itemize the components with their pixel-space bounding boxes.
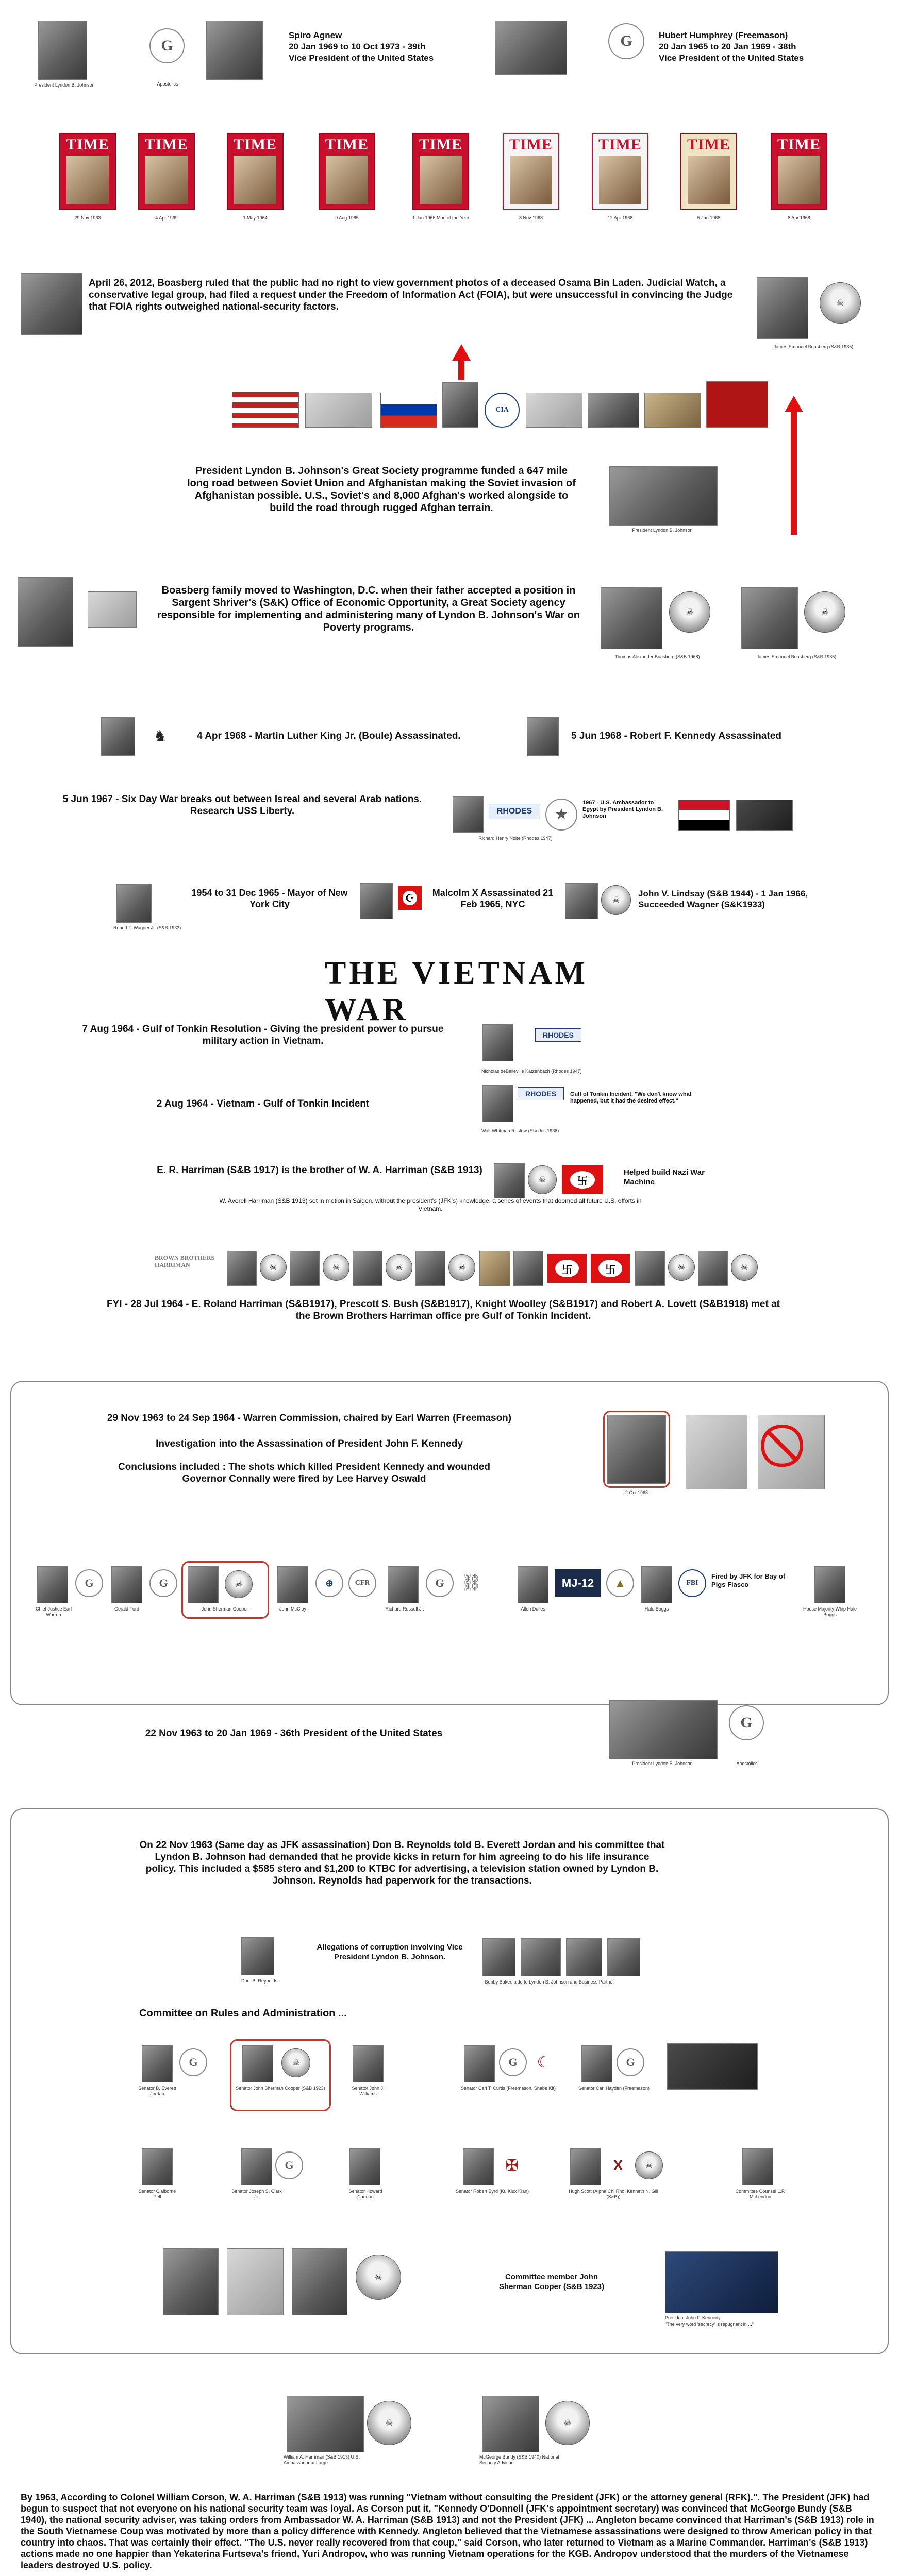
member-caption-6: Senator Carl Hayden (Freemason): [578, 2086, 650, 2091]
fired-text: Fired by JFK for Bay of Pigs Fiasco: [711, 1572, 786, 1588]
skull-bones-icon-4: ☠: [601, 885, 631, 915]
no-symbol-icon: [768, 1421, 814, 1467]
freemason-compass-icon-8: G: [275, 2151, 303, 2179]
skull-bones-icon-8: ☠: [386, 1254, 412, 1281]
kennedys-photo: [686, 1415, 747, 1489]
baker-portrait: [482, 1938, 515, 1976]
boasberg-caption: James Emanuel Boasberg (S&B 1985): [773, 344, 854, 349]
time-cover-9: TIME: [771, 133, 827, 210]
apostolics-caption: Apostolics: [157, 81, 178, 87]
williams-portrait: [353, 2045, 384, 2082]
warren-portrait: [37, 1566, 68, 1603]
skull-bones-icon-2: ☠: [669, 591, 710, 633]
caption-dulles: Allen Dulles: [521, 1606, 545, 1612]
fbi-seal-icon: FBI: [678, 1569, 706, 1597]
bin-laden-photo: [21, 273, 82, 335]
pell-portrait: [142, 2148, 173, 2185]
six-day-war-text: 5 Jun 1967 - Six Day War breaks out between Isreal and several Arab nations. Research USS Liberty.: [62, 794, 422, 817]
member-caption-9: Senator Howard Cannon: [348, 2189, 382, 2199]
presidency-text: 22 Nov 1963 to 20 Jan 1969 - 36th President of the United States: [145, 1728, 443, 1739]
reynolds-date: On 22 Nov 1963 (Same day as JFK assassination): [139, 1840, 370, 1851]
bbh-photo-6: [635, 1251, 665, 1286]
red-arrow-shaft-right: [791, 411, 797, 535]
time-cover-1-date: 29 Nov 1963: [74, 215, 101, 221]
russia-flag-icon: [380, 393, 437, 428]
red-arrow-shaft: [458, 360, 464, 380]
boasberg-portrait: [757, 277, 808, 339]
lindsay-portrait: [565, 883, 598, 919]
caption-ford: Gerald Ford: [114, 1606, 140, 1612]
time-cover-3: TIME: [227, 133, 284, 210]
member-caption-12: Committee Counsel L.P. McLendon: [735, 2189, 786, 2199]
mlk-portrait: [101, 717, 135, 756]
skull-bones-icon-9: ☠: [448, 1254, 475, 1281]
cia-seal-icon: CIA: [485, 393, 520, 428]
mclendon-portrait: [742, 2148, 773, 2185]
wagner-text: 1954 to 31 Dec 1965 - Mayor of New York City: [191, 888, 348, 909]
caption-warren: Chief Justice Earl Warren: [35, 1606, 72, 1617]
warren-conclusions: Conclusions included : The shots which killed President Kennedy and wounded Governor Connally were fired by Lee Harvey Oswald: [118, 1462, 491, 1484]
time-cover-7: TIME: [592, 133, 648, 210]
great-society-text: President Lyndon B. Johnson's Great Society programme funded a 647 mile long road between Soviet Union and Afghanistan making the Soviet invasion of Afghanistan possible. U.S., Soviet's and 8,000 Afghan's worked alongside to build the road through rugged Afghan terrain.: [187, 465, 576, 514]
nolte-portrait: [453, 796, 484, 833]
shrine-emblem-icon: ☾: [537, 2054, 551, 2071]
nolte-caption: Richard Henry Nolte (Rhodes 1947): [478, 836, 553, 841]
time-cover-4: TIME: [319, 133, 375, 210]
time-cover-2: TIME: [138, 133, 195, 210]
freemason-compass-icon-5: G: [179, 2048, 207, 2076]
member-caption-4: Senator Carl T. Curtis (Freemason, Shabe Kit): [461, 2086, 556, 2091]
bin-laden-small-photo: [442, 382, 478, 428]
skull-bones-icon-16: ☠: [367, 2401, 411, 2445]
katzenbach-portrait: [482, 1024, 513, 1061]
skull-bones-icon: ☠: [820, 282, 861, 324]
swastika-icon: 卐: [562, 1165, 603, 1194]
bundy-portrait: [482, 2396, 539, 2452]
bbh-photo-4: [415, 1251, 445, 1286]
skull-bones-icon-12: ☠: [225, 1570, 253, 1598]
afghan-road-photo: [644, 393, 701, 428]
brown-brothers-logo: BROWN BROTHERS HARRIMAN: [155, 1254, 215, 1268]
great-society-caption: President Lyndon B. Johnson: [632, 528, 693, 533]
afghan-book-photo: [706, 381, 768, 428]
mlk-assassination-text: 4 Apr 1968 - Martin Luther King Jr. (Boule) Assassinated.: [197, 731, 461, 741]
mj12-logo: MJ-12: [555, 1569, 601, 1597]
tonkin-resolution-text: 7 Aug 1964 - Gulf of Tonkin Resolution - Giving the president power to pursue military action in Vietnam.: [82, 1024, 444, 1046]
shriver-portrait: [18, 577, 73, 647]
member-caption-11: Hugh Scott (Alpha Chi Rho, Kenneth N. Gill (S&B)): [569, 2189, 658, 2199]
time-cover-2-date: 4 Apr 1969: [155, 215, 178, 221]
time-cover-4-date: 9 Aug 1965: [335, 215, 359, 221]
humphrey-portrait: [495, 21, 567, 75]
time-cover-5-date: 1 Jan 1965 Man of the Year: [412, 215, 470, 221]
pyramid-seal-icon: ▲: [606, 1569, 634, 1597]
skull-bones-icon-17: ☠: [545, 2401, 590, 2445]
malcolm-x-text: Malcolm X Assassinated 21 Feb 1965, NYC: [432, 888, 554, 909]
wagner-caption: Robert F. Wagner Jr. (S&B 1933): [113, 925, 181, 930]
rostow-portrait: [482, 1085, 513, 1122]
red-arrow-icon-right: [785, 396, 803, 412]
hayden-portrait: [581, 2045, 612, 2082]
bbh-photo-2: [290, 1251, 320, 1286]
byrd-portrait: [463, 2148, 494, 2185]
soldiers-photo: [526, 393, 582, 428]
member-caption-8: Senator Joseph S. Clark Jr.: [231, 2189, 282, 2199]
reynolds-text: [139, 1839, 665, 1887]
freemason-compass-icon-6: G: [499, 2048, 527, 2076]
katzenbach-caption: Nicholas deBelleville Katzenbach (Rhodes 1947): [481, 1069, 582, 1074]
boasberg-text: April 26, 2012, Boasberg ruled that the public had no right to view government photos of a deceased Osama Bin Laden. Judicial Watch, a conservative legal group, had filed a request under the Freedom of Information Act (FOIA), but were unsuccessful in convincing the Judge that FOIA rights outweighed national-security factors.: [89, 278, 733, 312]
time-cover-5: TIME: [412, 133, 469, 210]
harriman-small-text: W. Averell Harriman (S&B 1913) set in motion in Saigon, without the president's (JFK's) knowledge, a series of events that doomed all future U.S. efforts in Vietnam.: [219, 1197, 642, 1212]
e-r-harriman-portrait: [494, 1163, 525, 1198]
agnew-title: Spiro Agnew: [289, 30, 342, 40]
jfk-portrait: [665, 2251, 778, 2313]
thomas-boasberg-caption: Thomas Alexander Boasberg (S&B 1968): [614, 654, 700, 659]
tonkin-quote-text: Gulf of Tonkin Incident, "We don't know what happened, but it had the desired effect.": [570, 1091, 692, 1104]
nation-of-islam-icon: ☪: [398, 886, 422, 910]
scott-portrait: [570, 2148, 601, 2185]
wagner-portrait: [116, 884, 152, 923]
jfk-cover-photo: [607, 1415, 666, 1484]
mccloy-portrait: [277, 1566, 308, 1603]
committee-title: Committee on Rules and Administration ...: [139, 2008, 347, 2019]
rfk-assassination-text: 5 Jun 1968 - Robert F. Kennedy Assassinated: [571, 731, 781, 741]
skull-bones-icon-3: ☠: [804, 591, 845, 633]
warren-subtitle: Investigation into the Assassination of President John F. Kennedy: [156, 1438, 463, 1449]
swastika-icon-3: 卐: [591, 1254, 630, 1283]
tonkin-incident-text: 2 Aug 1964 - Vietnam - Gulf of Tonkin Incident: [156, 1098, 370, 1109]
bbh-photo-7: [698, 1251, 728, 1286]
baker-lbj-photo: [521, 1938, 561, 1976]
corson-text: By 1963, According to Colonel William Corson, W. A. Harriman (S&B 1913) was running "Vietnam without consulting the President (JFK) or the attorney general (RFK).". The President (JFK) had begun to suspect that not everyone on his national security team was loyal. As Corson put it, "Kennedy O'Donnell (JFK's appointment secretary) was convinced that McGeorge Bundy (S&B 1940), the national security adviser, was taking orders from Ambassador W. A. Harriman (S&B 1913) and not the President (JFK) ... Angleton became convinced that Harriman's (S&B 1913) role in the South Vietnamese Coup was motivated by more than a policy difference with Kennedy. Angleton believed that the Vietnamese assassinations were designed to throw American policy in that country into chaos. That was certainly their effect. "The U.S. never really recovered from that coup," said Corson, who later returned to Vietnam as a Marine Commander. Harriman's (S&B 1913) actions made no one happier than Yekaterina Furtseva's friend, Yuri Andropov, who was running Vietnam operations for the KGB. Andropov understood that the murders of the Vietnamese leaders destroyed U.S. policy.: [21, 2492, 874, 2570]
time-cover-9-date: 8 Apr 1968: [788, 215, 810, 221]
james-boasberg-portrait-2: [741, 587, 798, 649]
hoover-portrait: [814, 1566, 845, 1603]
warren-date: 2 Oct 1968: [625, 1490, 648, 1495]
apostolics-compass-icon: G: [149, 28, 185, 63]
cooper-portrait-3: [163, 2248, 219, 2315]
curtis-portrait: [464, 2045, 495, 2082]
skull-bones-icon-11: ☠: [731, 1254, 758, 1281]
thomas-boasberg-portrait: [601, 587, 662, 649]
freemason-compass-icon-4: G: [426, 1569, 454, 1597]
uss-liberty-photo: [736, 800, 793, 831]
skull-bones-icon-13: ☠: [281, 2048, 310, 2077]
chain-icon: ⛓: [461, 1573, 482, 1591]
rhodes-logo-icon: RHODES: [489, 804, 540, 819]
caption-cooper: John Sherman Cooper: [201, 1606, 248, 1612]
jfk-quote: "The very word 'secrecy' is repugnant in ...": [665, 2321, 754, 2327]
jordan-portrait: [142, 2045, 173, 2082]
humphrey-role: Vice President of the United States: [659, 53, 804, 63]
money-photo: [479, 1251, 510, 1286]
cooper-portrait: [188, 1566, 219, 1603]
cannon-portrait: [349, 2148, 380, 2185]
james-boasberg-caption-2: James Emanuel Boasberg (S&B 1985): [756, 654, 837, 659]
committee-member-text: Committee member John Sherman Cooper (S&B 1923): [498, 2273, 605, 2291]
time-cover-6: TIME: [503, 133, 559, 210]
harriman-brothers-text: E. R. Harriman (S&B 1917) is the brother of W. A. Harriman (S&B 1913): [157, 1165, 482, 1176]
klan-photo: [667, 2043, 758, 2090]
harriman-portrait: [287, 2396, 364, 2452]
member-caption-2: Senator John Sherman Cooper (S&B 1923): [236, 2086, 325, 2091]
caption-boggs: Hale Boggs: [644, 1606, 669, 1612]
agnew-role: Vice President of the United States: [289, 53, 434, 63]
lindsay-text: John V. Lindsay (S&B 1944) - 1 Jan 1966, Succeeded Wagner (S&K1933): [638, 889, 808, 909]
freemason-compass-icon-2: G: [75, 1569, 103, 1597]
road-photo: [305, 393, 372, 428]
alpha-chi-rho-icon: Χ: [613, 2157, 623, 2173]
skull-bones-icon-7: ☠: [323, 1254, 349, 1281]
reynolds-body: Don B. Reynolds told B. Everett Jordan and his committee that Lyndon B. Johnson had demanded that he provide kicks in return for him agreeing to do his life insurance policy. This included a $585 stero and $1,200 to KTBC for advertising, a television station owned by Lyndon B. Johnson. Reynolds had paperwork for the transactions.: [145, 1840, 665, 1886]
freemason-compass-icon-3: G: [149, 1569, 177, 1597]
world-bank-seal-icon: ⊕: [315, 1569, 343, 1597]
baker-portrait-3: [607, 1938, 640, 1976]
time-cover-6-date: 8 Nov 1968: [519, 215, 543, 221]
time-cover-8-date: 5 Jan 1968: [697, 215, 721, 221]
bbh-photo-3: [353, 1251, 382, 1286]
freemason-compass-icon-7: G: [617, 2048, 644, 2076]
dulles-portrait: [518, 1566, 548, 1603]
lbj-caption: President Lyndon B. Johnson: [34, 82, 95, 88]
ford-portrait: [111, 1566, 142, 1603]
bbh-photo-1: [227, 1251, 257, 1286]
warren-title: 29 Nov 1963 to 24 Sep 1964 - Warren Commission, chaired by Earl Warren (Freemason): [107, 1413, 512, 1423]
presidency-apostolics: Apostolics: [736, 1761, 758, 1766]
lbj-portrait: [38, 21, 87, 80]
bundy-caption: McGeorge Bundy (S&B 1940) National Security Advisor: [479, 2454, 559, 2465]
klan-emblem-icon: ✠: [505, 2157, 519, 2174]
cooper-portrait-2: [242, 2045, 273, 2082]
us-flag-icon: [232, 392, 299, 428]
caption-russell: Richard Russell Jr.: [385, 1606, 424, 1612]
lbj-flag-photo: [609, 466, 718, 526]
egypt-flag-icon: [678, 800, 730, 831]
jfk-caption: President John F. Kennedy: [665, 2315, 721, 2320]
skull-bones-icon-10: ☠: [668, 1254, 695, 1281]
rfk-portrait: [527, 717, 559, 756]
time-cover-3-date: 1 May 1964: [243, 215, 268, 221]
swastika-icon-2: 卐: [547, 1254, 587, 1283]
rhodes-logo-icon-2: RHODES: [535, 1028, 581, 1042]
reynolds-caption: Don. B. Reynolds: [241, 1978, 278, 1984]
nazi-text: Helped build Nazi War Machine: [624, 1168, 705, 1187]
rhodes-logo-icon-3: RHODES: [518, 1087, 564, 1100]
reynolds-portrait: [241, 1937, 274, 1975]
skull-bones-icon-6: ☠: [260, 1254, 287, 1281]
lbj-oath-photo: [609, 1700, 718, 1759]
caption-hoover: House Majority Whip Hale Boggs: [803, 1606, 857, 1617]
skull-bones-icon-14: ☠: [635, 2151, 663, 2179]
agnew-term: 20 Jan 1969 to 10 Oct 1973 - 39th: [289, 42, 426, 52]
red-arrow-icon: [452, 344, 471, 361]
member-caption-3: Senator John J. Williams: [352, 2086, 385, 2096]
cfr-seal-icon: CFR: [348, 1569, 376, 1597]
time-cover-1: TIME: [59, 133, 116, 210]
cooper-group-photo: [227, 2248, 284, 2315]
apostolics-compass-icon-2: G: [729, 1705, 764, 1740]
boule-emblem-icon: ♞: [153, 727, 168, 745]
time-cover-8: TIME: [680, 133, 737, 210]
eagle-seal-icon: ★: [545, 799, 577, 831]
harriman-caption: William A. Harriman (S&B 1913) U.S. Ambassador at Large: [284, 2454, 360, 2465]
freemason-compass-icon: G: [608, 23, 644, 59]
skull-bones-icon-15: ☠: [356, 2255, 401, 2300]
warren-commission-frame: [10, 1381, 889, 1705]
member-caption-1: Senator B. Everett Jordan: [138, 2086, 176, 2096]
time-cover-7-date: 12 Apr 1968: [607, 215, 633, 221]
humphrey-term: 20 Jan 1965 to 20 Jan 1969 - 38th: [659, 42, 796, 52]
russell-portrait: [388, 1566, 419, 1603]
humphrey-title: Hubert Humphrey (Freemason): [659, 30, 788, 40]
boggs-portrait: [641, 1566, 672, 1603]
baker-portrait-2: [566, 1938, 602, 1976]
caption-mccloy: John McCloy: [279, 1606, 307, 1612]
agnew-portrait: [206, 21, 263, 80]
baker-caption: Bobby Baker, aide to Lyndon B. Johnson and Business Partner: [485, 1979, 614, 1985]
clark-portrait: [241, 2148, 272, 2185]
fyi-text: FYI - 28 Jul 1964 - E. Roland Harriman (S&B1917), Prescott S. Bush (S&B1917), Knight Woolley (S&B1917) and Robert A. Lovett (S&B1918) met at the Brown Brothers Harriman office pre Gulf of Tonkin Incident.: [106, 1299, 780, 1321]
vietnam-war-title: THE VIETNAM WAR: [325, 956, 588, 1027]
member-caption-7: Senator Claiborne Pell: [138, 2189, 176, 2199]
member-caption-10: Senator Robert Byrd (Ku Klux Klan): [455, 2189, 529, 2194]
boasberg-family-text: Boasberg family moved to Washington, D.C. when their father accepted a position in Sargent Shriver's (S&K) Office of Economic Opportunity, a Great Society agency responsible for implementing and administering many of Lyndon B. Johnson's War on Poverty programs.: [157, 585, 580, 633]
allegations-text: Allegations of corruption involving Vice President Lyndon B. Johnson.: [317, 1943, 463, 1961]
cooper-portrait-4: [292, 2248, 347, 2315]
skull-bones-icon-5: ☠: [528, 1165, 557, 1194]
ambassador-text: 1967 - U.S. Ambassador to Egypt by President Lyndon B. Johnson: [582, 800, 663, 819]
handshake-icon: [88, 591, 137, 628]
convoy-photo: [588, 393, 639, 428]
rostow-caption: Walt Whitman Rostow (Rhodes 1938): [481, 1128, 559, 1133]
malcolm-x-portrait: [360, 883, 393, 919]
bbh-photo-5: [513, 1251, 543, 1286]
presidency-caption: President Lyndon B. Johnson: [632, 1761, 693, 1766]
